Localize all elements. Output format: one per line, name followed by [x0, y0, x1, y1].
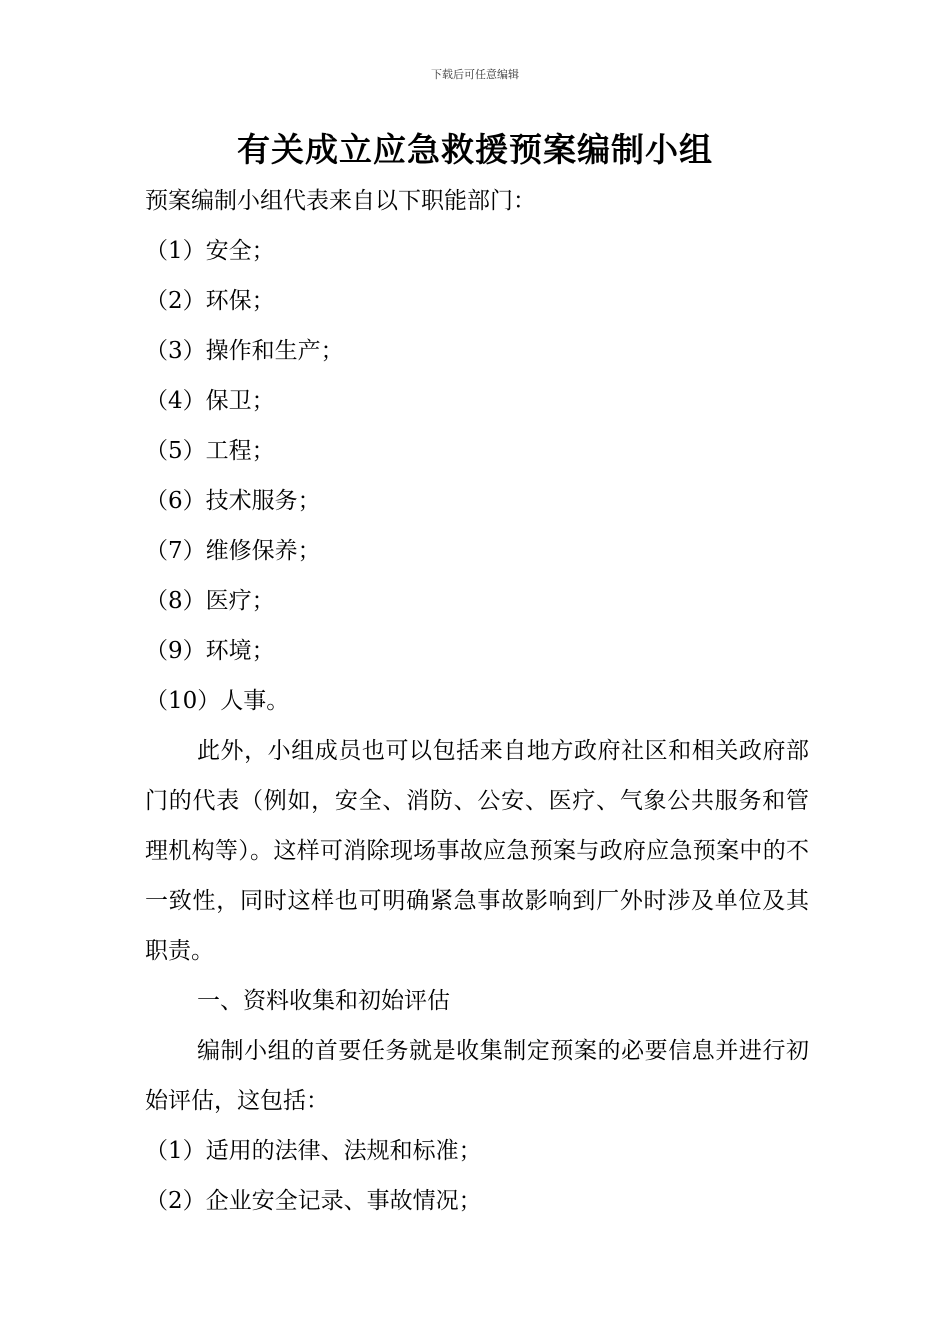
department-item-5: （5）工程；: [145, 438, 275, 464]
section-item-2: （2）企业安全记录、事故情况；: [145, 1188, 482, 1214]
department-item-4: （4）保卫；: [145, 388, 275, 414]
section-paragraph: 编制小组的首要任务就是收集制定预案的必要信息并进行初始评估，这包括：: [145, 1038, 809, 1114]
document-body: [145, 176, 809, 1226]
section-item-1: （1）适用的法律、法规和标准；: [145, 1138, 482, 1164]
intro-line: 预案编制小组代表来自以下职能部门：: [145, 188, 536, 214]
department-item-1: （1）安全；: [145, 238, 275, 264]
department-item-6: （6）技术服务；: [145, 488, 321, 514]
department-item-2: （2）环保；: [145, 288, 275, 314]
section-heading: 一、资料收集和初始评估: [197, 988, 450, 1014]
department-item-8: （8）医疗；: [145, 588, 275, 614]
department-item-10: （10）人事。: [145, 688, 290, 714]
page-header-note: 下载后可任意编辑: [431, 68, 519, 81]
extra-members-paragraph: 此外，小组成员也可以包括来自地方政府社区和相关政府部门的代表（例如，安全、消防、公安、医疗、气象公共服务和管理机构等）。这样可消除现场事故应急预案与政府应急预案中的不一致性，同时这样也可明确紧急事故影响到厂外时涉及单位及其职责。: [145, 738, 809, 964]
document-title: 有关成立应急救援预案编制小组: [237, 130, 713, 169]
department-item-7: （7）维修保养；: [145, 538, 321, 564]
department-item-3: （3）操作和生产；: [145, 338, 344, 364]
department-item-9: （9）环境；: [145, 638, 275, 664]
